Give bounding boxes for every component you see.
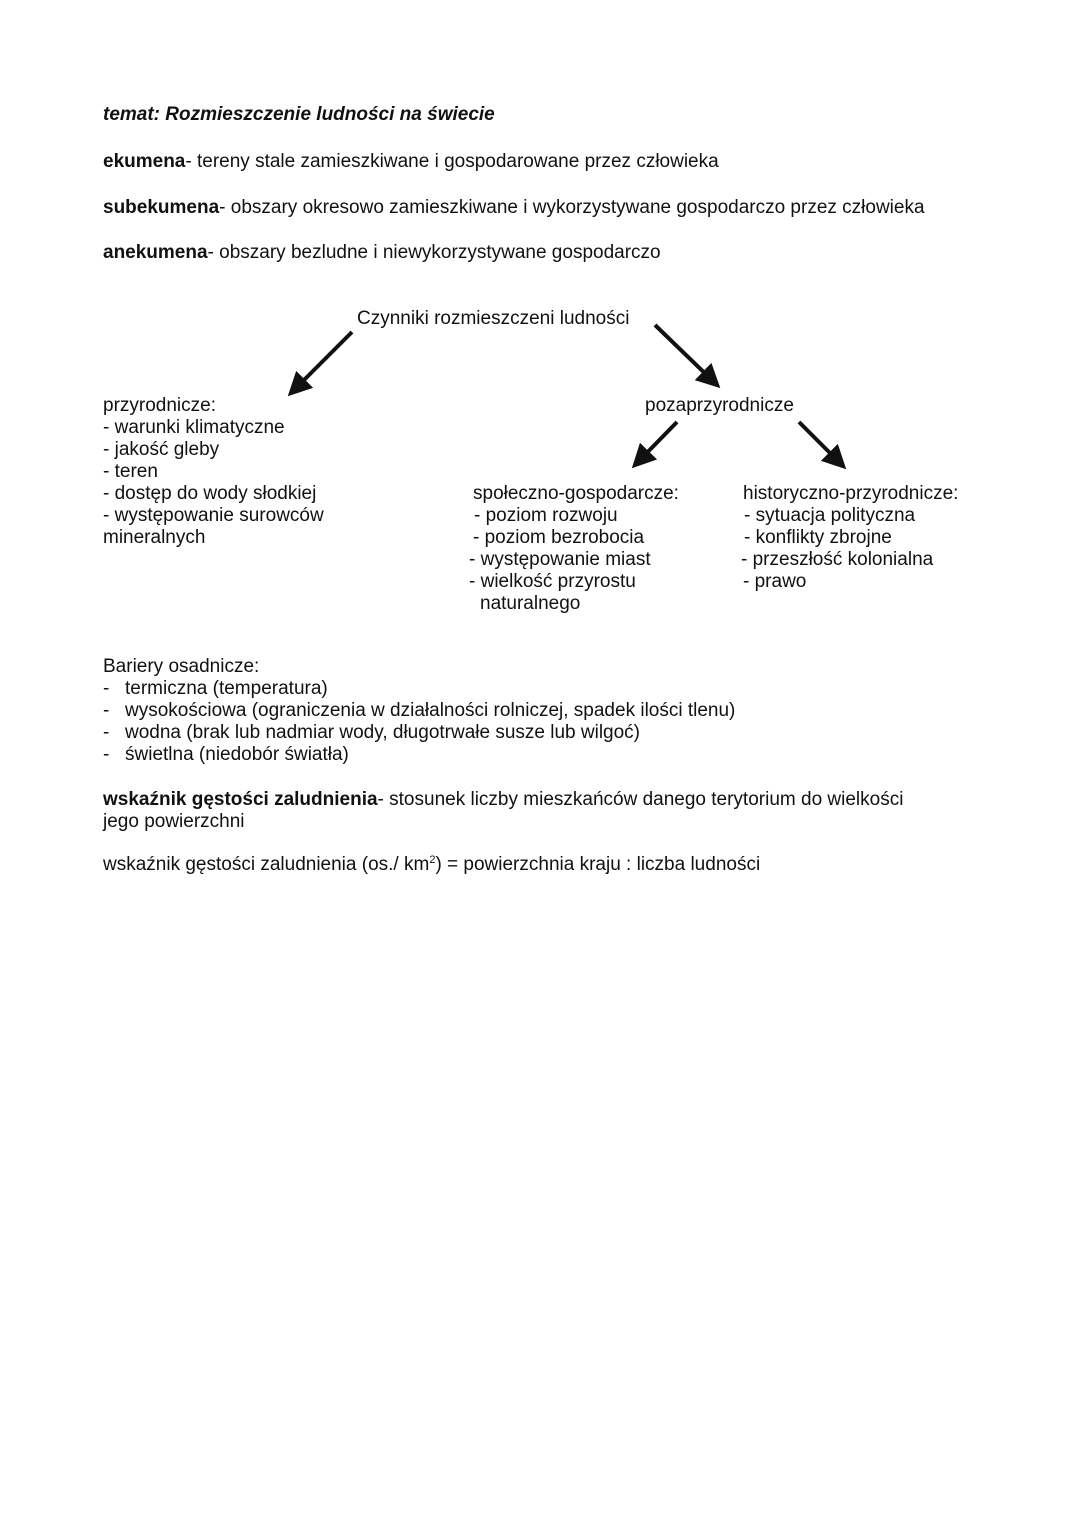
page-title: temat: Rozmieszczenie ludności na świecie bbox=[103, 104, 495, 125]
socio-economic-heading: społeczno-gospodarcze: bbox=[473, 483, 679, 504]
density-definition bbox=[103, 789, 903, 833]
definition-text: - tereny stale zamieszkiwane i gospodarowane przez człowieka bbox=[185, 151, 719, 172]
list-item: - sytuacja polityczna bbox=[744, 505, 916, 526]
arrow-to-historical bbox=[799, 422, 842, 465]
diagram-root: Czynniki rozmieszczeni ludności bbox=[357, 308, 630, 329]
definition-term: anekumena bbox=[103, 242, 208, 263]
dash: - bbox=[103, 744, 110, 765]
dash: - bbox=[103, 678, 110, 699]
list-item: - dostęp do wody słodkiej bbox=[103, 483, 317, 504]
definition-text: - obszary okresowo zamieszkiwane i wykorzystywane gospodarczo przez człowieka bbox=[219, 197, 925, 218]
list-item: - konflikty zbrojne bbox=[744, 527, 892, 548]
natural-factors bbox=[103, 395, 324, 549]
list-item: - termiczna (temperatura) bbox=[103, 678, 328, 699]
list-item: - wodna (brak lub nadmiar wody, długotrwałe susze lub wilgoć) bbox=[103, 722, 641, 743]
settlement-barriers bbox=[103, 656, 735, 766]
density-term: wskaźnik gęstości zaludnienia bbox=[103, 789, 378, 810]
definition-term: subekumena bbox=[103, 197, 220, 218]
superscript: 2 bbox=[429, 854, 436, 866]
list-item: - teren bbox=[103, 461, 158, 482]
socio-economic-factors bbox=[469, 483, 679, 615]
list-item: mineralnych bbox=[103, 527, 206, 548]
list-item: - świetlna (niedobór światła) bbox=[103, 744, 349, 765]
arrow-to-socio-economic bbox=[636, 422, 677, 464]
density-definition-text: - stosunek liczby mieszkańców danego terytorium do wielkości bbox=[377, 789, 904, 810]
definition-text: - obszary bezludne i niewykorzystywane gospodarczo bbox=[207, 242, 661, 263]
list-item: naturalnego bbox=[480, 593, 581, 614]
historical-factors bbox=[743, 483, 958, 593]
list-item: - jakość gleby bbox=[103, 439, 220, 460]
list-item: - występowanie miast bbox=[469, 549, 651, 570]
dash: - bbox=[103, 722, 110, 743]
list-item: - przeszłość kolonialna bbox=[741, 549, 934, 570]
list-item: - poziom bezrobocia bbox=[473, 527, 645, 548]
arrow-to-natural bbox=[292, 332, 352, 392]
list-item: - prawo bbox=[743, 571, 807, 592]
list-item: - poziom rozwoju bbox=[474, 505, 618, 526]
natural-heading: przyrodnicze: bbox=[103, 395, 216, 416]
barriers-list bbox=[103, 678, 735, 766]
list-item: - wielkość przyrostu bbox=[469, 571, 636, 592]
density-definition-continued: jego powierzchni bbox=[103, 811, 245, 832]
barriers-heading: Bariery osadnicze: bbox=[103, 656, 260, 677]
historical-heading: historyczno-przyrodnicze: bbox=[743, 483, 959, 504]
non-natural-heading: pozaprzyrodnicze bbox=[645, 395, 794, 416]
list-item: - warunki klimatyczne bbox=[103, 417, 285, 438]
definition-term: ekumena bbox=[103, 151, 186, 172]
list-item: - występowanie surowców bbox=[103, 505, 324, 526]
arrow-to-non-natural bbox=[655, 325, 716, 384]
density-formula: wskaźnik gęstości zaludnienia (os./ $km^2$) = powierzchnia kraju : liczba ludności bbox=[103, 854, 761, 875]
dash: - bbox=[103, 700, 110, 721]
list-item: - wysokościowa (ograniczenia w działalności rolniczej, spadek ilości tlenu) bbox=[103, 700, 736, 721]
